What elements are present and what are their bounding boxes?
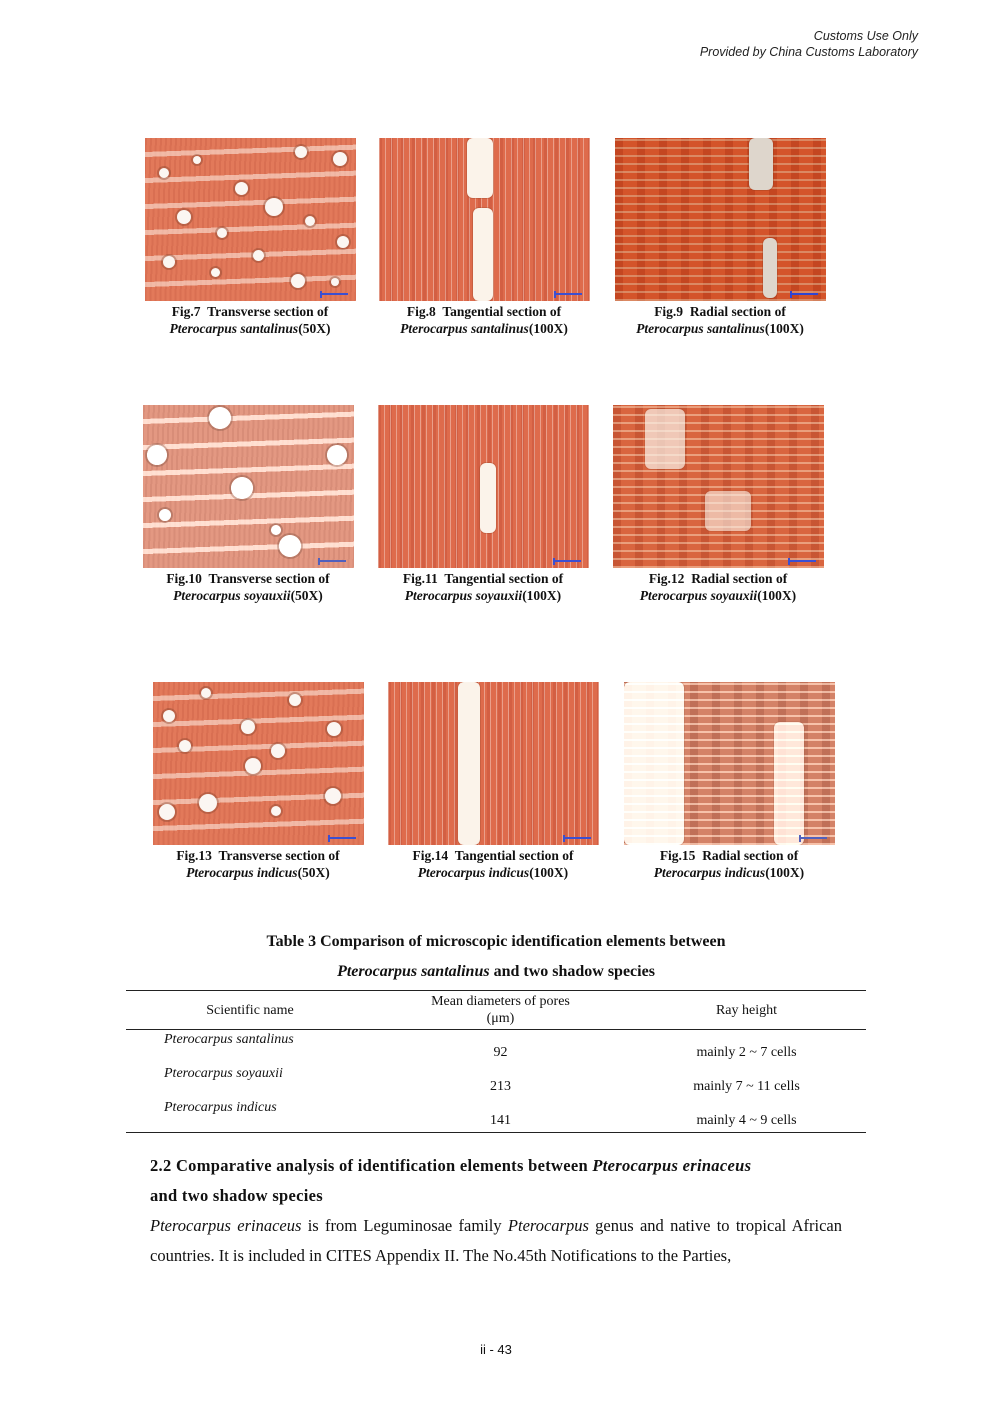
micrograph-image xyxy=(143,405,354,568)
comparison-table xyxy=(126,990,866,1133)
figure-caption: Fig.12 Radial section of Pterocarpus soyauxii(100X) xyxy=(639,571,797,603)
page-header xyxy=(700,28,918,60)
table-title-line-2: Pterocarpus santalinus and two shadow species xyxy=(337,963,655,980)
page-number: ii - 43 xyxy=(480,1342,512,1357)
figure-10 xyxy=(141,405,355,604)
section-paragraph: Pterocarpus erinaceus is from Leguminosae family Pterocarpus genus and native to tropical African countries. It is included in CITES Appendix II. The No.45th Notifications to the Parties, xyxy=(150,1216,842,1265)
section-heading: 2.2 Comparative analysis of identification elements between Pterocarpus erinaceus and two shadow species xyxy=(150,1156,752,1205)
table-row: Pterocarpus soyauxii 213 mainly 7 ~ 11 cells xyxy=(164,1066,800,1094)
figure-12 xyxy=(611,405,825,604)
micrograph-image xyxy=(153,682,364,845)
figure-caption: Fig.10 Transverse section of Pterocarpus soyauxii(50X) xyxy=(166,571,330,603)
figure-14 xyxy=(386,682,600,881)
header-line-2: Provided by China Customs Laboratory xyxy=(699,45,918,59)
micrograph-image xyxy=(613,405,824,568)
table-row: Pterocarpus indicus 141 mainly 4 ~ 9 cells xyxy=(126,1098,866,1133)
micrograph-image xyxy=(378,405,589,568)
table-title xyxy=(0,927,992,987)
header-line-1: Customs Use Only xyxy=(813,29,918,43)
micrograph-image xyxy=(624,682,835,845)
figure-caption: Fig.13 Transverse section of Pterocarpus indicus(50X) xyxy=(176,848,340,880)
micrograph-image xyxy=(379,138,590,301)
figure-11 xyxy=(376,405,590,604)
figure-caption: Fig.15 Radial section of Pterocarpus indicus(100X) xyxy=(653,848,805,880)
header-scientific-name: Scientific name xyxy=(126,991,374,1030)
table-header-row xyxy=(126,991,866,1030)
table-row: Pterocarpus santalinus 92 mainly 2 ~ 7 cells xyxy=(164,1032,797,1060)
figure-13 xyxy=(151,682,365,881)
figure-9 xyxy=(613,138,827,337)
figure-caption: Fig.8 Tangential section of Pterocarpus santalinus(100X) xyxy=(400,304,568,336)
header-ray-height: Ray height xyxy=(627,991,866,1030)
figure-caption: Fig.14 Tangential section of Pterocarpus indicus(100X) xyxy=(412,848,574,880)
figure-caption: Fig.7 Transverse section of Pterocarpus santalinus(50X) xyxy=(169,304,331,336)
micrograph-image xyxy=(145,138,356,301)
figure-7 xyxy=(143,138,357,337)
header-pore-diameter: Mean diameters of pores (μm) xyxy=(374,991,627,1030)
figure-15 xyxy=(622,682,836,881)
table-title-line-1: Table 3 Comparison of microscopic identification elements between xyxy=(266,933,726,950)
figure-caption: Fig.11 Tangential section of Pterocarpus soyauxii(100X) xyxy=(402,571,564,603)
figure-8 xyxy=(377,138,591,337)
micrograph-image xyxy=(388,682,599,845)
section-2-2 xyxy=(150,1151,842,1271)
micrograph-image xyxy=(615,138,826,301)
figure-caption: Fig.9 Radial section of Pterocarpus santalinus(100X) xyxy=(636,304,804,336)
